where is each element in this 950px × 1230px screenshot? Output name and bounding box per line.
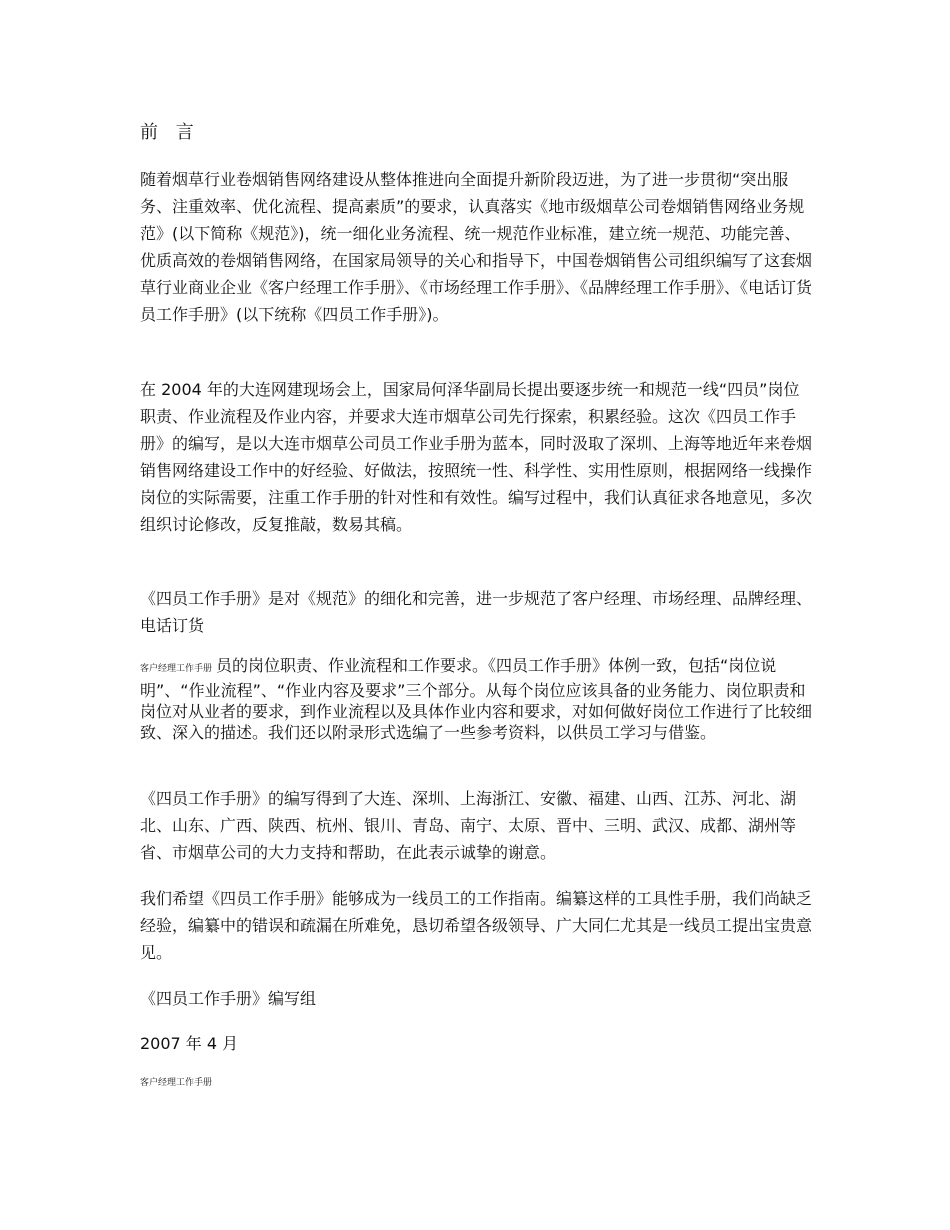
paragraph-structure-text: 员的岗位职责、作业流程和工作要求。《四员工作手册》体例一致，包括“岗位说明”、“作业流程”、“作业内容及要求”三个部分。从每个岗位应该具备的业务能力、岗位职责和岗位对从业者的要求，到作业流程以及具体作业内容和要求，对如何做好岗位工作进行了比较细致、深入的描述。我们还以附录形式选编了一些参考资料，以供员工学习与借鉴。 (140, 656, 813, 742)
signature-group: 《四员工作手册》编写组 (140, 989, 317, 1008)
page-heading: 前 言 (140, 122, 200, 143)
paragraph-intro: 随着烟草行业卷烟销售网络建设从整体推进向全面提升新阶段迈进，为了进一步贯彻“突出服务、注重效率、优化流程、提高素质”的要求，认真落实《地市级烟草公司卷烟销售网络业务规范》(以下简称《规范》)，统一细化业务流程、统一规范作业标准，建立统一规范、功能完善、优质高效的卷烟销售网络，在国家局领导的关心和指导下，中国卷烟销售公司组织编写了这套烟草行业商业企业《客户经理工作手册》、《市场经理工作手册》、《品牌经理工作手册》、《电话订货员工作手册》(以下统称《四员工作手册》)。 (140, 170, 813, 324)
paragraph-scope: 《四员工作手册》是对《规范》的细化和完善，进一步规范了客户经理、市场经理、品牌经理、电话订货 (140, 589, 813, 635)
signature-date: 2007 年 4 月 (140, 1034, 239, 1053)
paragraph-history: 在 2004 年的大连网建现场会上，国家局何泽华副局长提出要逐步统一和规范一线“四员”岗位职责、作业流程及作业内容，并要求大连市烟草公司先行探索，积累经验。这次《四员工作手册》的编写，是以大连市烟草公司员工作业手册为蓝本，同时汲取了深圳、上海等地近年来卷烟销售网络建设工作中的好经验、好做法，按照统一性、科学性、实用性原则，根据网络一线操作岗位的实际需要，注重工作手册的针对性和有效性。编写过程中，我们认真征求各地意见，多次组织讨论修改，反复推敲，数易其稿。 (140, 380, 813, 534)
inline-running-header: 客户经理工作手册 (140, 664, 213, 674)
paragraph-structure (140, 655, 812, 743)
paragraph-request: 我们希望《四员工作手册》能够成为一线员工的工作指南。编纂这样的工具性手册，我们尚缺乏经验，编纂中的错误和疏漏在所难免，恳切希望各级领导、广大同仁尤其是一线员工提出宝贵意见。 (140, 889, 813, 962)
paragraph-thanks: 《四员工作手册》的编写得到了大连、深圳、上海浙江、安徽、福建、山西、江苏、河北、湖北、山东、广西、陕西、杭州、银川、青岛、南宁、太原、晋中、三明、武汉、成都、湖州等省、市烟草公司的大力支持和帮助，在此表示诚挚的谢意。 (140, 789, 797, 862)
running-footer: 客户经理工作手册 (140, 1078, 213, 1088)
